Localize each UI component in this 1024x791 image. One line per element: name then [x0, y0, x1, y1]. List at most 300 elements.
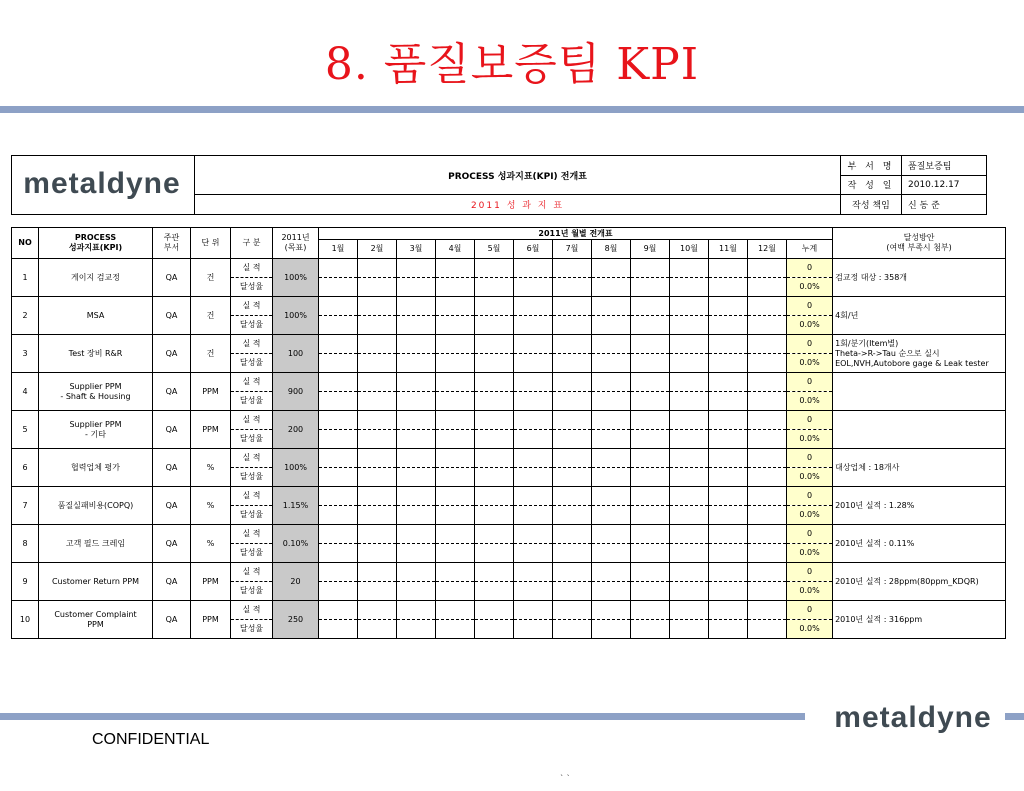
row-month-actual: [748, 563, 787, 582]
row-plan: 2010년 실적 : 316ppm: [833, 601, 1006, 639]
table-row: [12, 525, 1006, 544]
row-month-rate: [514, 506, 553, 525]
row-month-actual: [670, 487, 709, 506]
row-total-actual: 0: [787, 259, 833, 278]
row-no: 5: [12, 411, 39, 449]
row-month-rate: [475, 468, 514, 487]
row-month-actual: [514, 449, 553, 468]
row-month-rate: [553, 506, 592, 525]
footer-mark: ` `: [560, 774, 571, 783]
row-month-rate: [709, 316, 748, 335]
row-month-rate: [670, 392, 709, 411]
row-kpi-name: MSA: [39, 297, 153, 335]
row-actual-label: 실 적: [231, 373, 273, 392]
row-month-rate: [631, 582, 670, 601]
row-kpi-name: 협력업체 평가: [39, 449, 153, 487]
row-month-actual: [436, 525, 475, 544]
row-dept: QA: [153, 411, 191, 449]
row-month-rate: [358, 392, 397, 411]
title-divider: [0, 106, 1024, 113]
row-month-actual: [748, 335, 787, 354]
row-month-actual: [592, 563, 631, 582]
row-month-rate: [670, 354, 709, 373]
row-rate-label: 달성율: [231, 392, 273, 411]
row-month-rate: [319, 544, 358, 563]
row-kpi-name: Supplier PPM - Shaft & Housing: [39, 373, 153, 411]
row-kpi-name: Supplier PPM - 기타: [39, 411, 153, 449]
row-month-rate: [748, 354, 787, 373]
col-month-header: 3월: [397, 240, 436, 259]
row-actual-label: 실 적: [231, 411, 273, 430]
row-month-rate: [592, 620, 631, 639]
row-month-rate: [748, 316, 787, 335]
table-row: [12, 297, 1006, 316]
meta-key-dept: 부 서 명: [841, 156, 902, 176]
row-rate-label: 달성율: [231, 316, 273, 335]
row-month-rate: [592, 468, 631, 487]
row-month-actual: [514, 411, 553, 430]
row-total-rate: 0.0%: [787, 316, 833, 335]
row-month-actual: [475, 601, 514, 620]
row-month-actual: [319, 411, 358, 430]
row-month-actual: [631, 373, 670, 392]
row-month-rate: [709, 468, 748, 487]
process-title: PROCESS 성과지표(KPI) 전개표: [195, 156, 841, 195]
row-month-actual: [358, 449, 397, 468]
row-no: 9: [12, 563, 39, 601]
row-total-rate: 0.0%: [787, 468, 833, 487]
row-month-rate: [553, 278, 592, 297]
row-month-actual: [475, 487, 514, 506]
row-month-rate: [436, 620, 475, 639]
row-month-actual: [358, 525, 397, 544]
row-month-actual: [358, 563, 397, 582]
row-month-rate: [475, 278, 514, 297]
row-month-actual: [631, 411, 670, 430]
col-target-header: 2011년 (목표): [273, 228, 319, 259]
row-actual-label: 실 적: [231, 601, 273, 620]
row-plan: [833, 411, 1006, 449]
row-month-rate: [631, 544, 670, 563]
row-month-rate: [709, 544, 748, 563]
row-total-rate: 0.0%: [787, 582, 833, 601]
row-month-rate: [475, 354, 514, 373]
row-month-rate: [592, 278, 631, 297]
table-row: [12, 487, 1006, 506]
row-unit: PPM: [191, 563, 231, 601]
row-month-rate: [436, 354, 475, 373]
row-month-rate: [592, 392, 631, 411]
row-dept: QA: [153, 487, 191, 525]
row-month-rate: [553, 582, 592, 601]
row-month-rate: [397, 278, 436, 297]
row-plan: 대상업체 : 18개사: [833, 449, 1006, 487]
row-month-actual: [670, 259, 709, 278]
row-month-rate: [709, 430, 748, 449]
row-kpi-name: 고객 필드 크레임: [39, 525, 153, 563]
row-month-actual: [631, 259, 670, 278]
row-month-rate: [631, 316, 670, 335]
row-target: 200: [273, 411, 319, 449]
col-month-header: 9월: [631, 240, 670, 259]
metaldyne-logo-top: metaldyne: [23, 167, 181, 200]
meta-value-date: 2010.12.17: [902, 175, 987, 195]
row-total-rate: 0.0%: [787, 392, 833, 411]
row-month-actual: [436, 259, 475, 278]
col-dept-header: 주관 부서: [153, 228, 191, 259]
meta-value-dept: 품질보증팀: [902, 156, 987, 176]
row-month-rate: [436, 582, 475, 601]
row-rate-label: 달성율: [231, 430, 273, 449]
row-month-actual: [670, 563, 709, 582]
row-month-rate: [475, 392, 514, 411]
row-month-rate: [709, 620, 748, 639]
row-actual-label: 실 적: [231, 563, 273, 582]
confidential-label: CONFIDENTIAL: [92, 731, 210, 748]
row-plan: 2010년 실적 : 0.11%: [833, 525, 1006, 563]
row-month-rate: [358, 316, 397, 335]
row-dept: QA: [153, 525, 191, 563]
row-month-actual: [397, 601, 436, 620]
row-month-rate: [514, 620, 553, 639]
row-dept: QA: [153, 563, 191, 601]
row-month-actual: [709, 487, 748, 506]
row-dept: QA: [153, 601, 191, 639]
row-month-actual: [592, 601, 631, 620]
row-month-rate: [631, 620, 670, 639]
row-month-actual: [709, 525, 748, 544]
row-kpi-name: Test 장비 R&R: [39, 335, 153, 373]
row-kpi-name: Customer Return PPM: [39, 563, 153, 601]
col-unit-header: 단 위: [191, 228, 231, 259]
row-month-rate: [670, 430, 709, 449]
row-month-actual: [514, 601, 553, 620]
row-month-actual: [631, 449, 670, 468]
row-plan: 1회/분기(Item별) Theta->R->Tau 순으로 실시 EOL,NVH,Autobore gage & Leak tester: [833, 335, 1006, 373]
row-rate-label: 달성율: [231, 620, 273, 639]
row-month-actual: [592, 259, 631, 278]
row-month-rate: [319, 430, 358, 449]
row-month-rate: [514, 354, 553, 373]
row-rate-label: 달성율: [231, 468, 273, 487]
row-month-rate: [514, 430, 553, 449]
row-month-actual: [319, 449, 358, 468]
row-month-rate: [358, 468, 397, 487]
row-month-rate: [631, 430, 670, 449]
row-month-actual: [670, 411, 709, 430]
row-month-actual: [748, 487, 787, 506]
row-month-actual: [514, 297, 553, 316]
col-process-header: PROCESS 성과지표(KPI): [39, 228, 153, 259]
row-month-rate: [748, 544, 787, 563]
row-month-rate: [631, 468, 670, 487]
row-unit: 건: [191, 259, 231, 297]
row-month-actual: [709, 563, 748, 582]
row-actual-label: 실 적: [231, 449, 273, 468]
row-rate-label: 달성율: [231, 506, 273, 525]
row-month-rate: [631, 354, 670, 373]
row-month-rate: [670, 544, 709, 563]
row-month-actual: [436, 411, 475, 430]
row-month-rate: [436, 278, 475, 297]
row-month-actual: [631, 525, 670, 544]
row-total-rate: 0.0%: [787, 354, 833, 373]
row-month-rate: [475, 582, 514, 601]
row-month-actual: [319, 563, 358, 582]
row-total-rate: 0.0%: [787, 620, 833, 639]
row-unit: %: [191, 525, 231, 563]
table-row: [12, 449, 1006, 468]
row-month-actual: [670, 297, 709, 316]
row-month-rate: [670, 620, 709, 639]
row-month-rate: [553, 468, 592, 487]
row-month-actual: [358, 601, 397, 620]
row-dept: QA: [153, 297, 191, 335]
row-month-rate: [397, 354, 436, 373]
row-month-rate: [748, 582, 787, 601]
row-total-rate: 0.0%: [787, 278, 833, 297]
row-month-actual: [748, 601, 787, 620]
row-month-actual: [592, 411, 631, 430]
row-total-actual: 0: [787, 487, 833, 506]
row-month-actual: [397, 411, 436, 430]
row-unit: PPM: [191, 373, 231, 411]
row-month-rate: [553, 316, 592, 335]
row-month-actual: [709, 411, 748, 430]
row-month-actual: [592, 449, 631, 468]
row-month-actual: [514, 487, 553, 506]
row-unit: PPM: [191, 411, 231, 449]
row-month-actual: [514, 373, 553, 392]
row-no: 2: [12, 297, 39, 335]
row-month-actual: [670, 373, 709, 392]
row-month-actual: [748, 449, 787, 468]
row-total-actual: 0: [787, 411, 833, 430]
row-rate-label: 달성율: [231, 544, 273, 563]
row-month-actual: [475, 373, 514, 392]
col-month-header: 11월: [709, 240, 748, 259]
row-total-actual: 0: [787, 335, 833, 354]
row-month-actual: [553, 487, 592, 506]
row-month-rate: [475, 506, 514, 525]
row-month-actual: [397, 297, 436, 316]
row-month-actual: [397, 259, 436, 278]
row-total-actual: 0: [787, 449, 833, 468]
row-month-actual: [319, 335, 358, 354]
table-row: [12, 563, 1006, 582]
col-month-header: 6월: [514, 240, 553, 259]
row-month-actual: [553, 525, 592, 544]
row-unit: %: [191, 487, 231, 525]
row-month-actual: [319, 601, 358, 620]
row-month-rate: [670, 316, 709, 335]
row-month-rate: [514, 278, 553, 297]
row-month-rate: [553, 430, 592, 449]
row-month-actual: [631, 563, 670, 582]
col-month-header: 10월: [670, 240, 709, 259]
row-month-rate: [436, 392, 475, 411]
row-month-rate: [748, 392, 787, 411]
row-month-rate: [397, 316, 436, 335]
row-month-actual: [475, 297, 514, 316]
row-month-actual: [553, 449, 592, 468]
row-month-rate: [592, 582, 631, 601]
col-total-header: 누계: [787, 240, 833, 259]
row-month-rate: [670, 468, 709, 487]
row-month-rate: [709, 582, 748, 601]
row-target: 1.15%: [273, 487, 319, 525]
row-month-actual: [319, 487, 358, 506]
row-month-actual: [670, 449, 709, 468]
row-target: 100%: [273, 259, 319, 297]
row-month-actual: [748, 373, 787, 392]
row-month-actual: [397, 373, 436, 392]
row-month-rate: [319, 468, 358, 487]
row-target: 100: [273, 335, 319, 373]
row-month-actual: [631, 601, 670, 620]
row-dept: QA: [153, 335, 191, 373]
row-month-rate: [436, 430, 475, 449]
row-target: 20: [273, 563, 319, 601]
row-actual-label: 실 적: [231, 335, 273, 354]
row-month-actual: [709, 601, 748, 620]
row-total-actual: 0: [787, 601, 833, 620]
row-month-actual: [397, 487, 436, 506]
row-total-actual: 0: [787, 563, 833, 582]
row-month-actual: [514, 335, 553, 354]
row-no: 7: [12, 487, 39, 525]
row-month-actual: [358, 335, 397, 354]
row-month-rate: [319, 506, 358, 525]
row-month-rate: [475, 430, 514, 449]
row-month-actual: [436, 563, 475, 582]
row-month-rate: [631, 278, 670, 297]
footer-divider-left: [0, 713, 805, 720]
row-month-actual: [475, 525, 514, 544]
col-month-header: 4월: [436, 240, 475, 259]
row-month-rate: [553, 354, 592, 373]
row-actual-label: 실 적: [231, 487, 273, 506]
row-month-rate: [514, 582, 553, 601]
row-month-actual: [475, 411, 514, 430]
row-month-actual: [709, 373, 748, 392]
row-month-actual: [631, 487, 670, 506]
row-total-actual: 0: [787, 525, 833, 544]
row-month-actual: [319, 373, 358, 392]
row-month-actual: [358, 487, 397, 506]
row-month-actual: [319, 259, 358, 278]
row-unit: %: [191, 449, 231, 487]
col-category-header: 구 분: [231, 228, 273, 259]
meta-key-owner: 작성 책임: [841, 195, 902, 215]
row-plan: [833, 373, 1006, 411]
row-month-rate: [397, 544, 436, 563]
row-month-actual: [592, 525, 631, 544]
row-month-rate: [358, 430, 397, 449]
row-month-actual: [670, 335, 709, 354]
row-month-rate: [748, 620, 787, 639]
col-month-header: 12월: [748, 240, 787, 259]
row-month-actual: [358, 411, 397, 430]
row-month-actual: [553, 297, 592, 316]
row-month-actual: [436, 373, 475, 392]
row-month-actual: [631, 335, 670, 354]
row-month-rate: [358, 582, 397, 601]
row-month-actual: [319, 297, 358, 316]
row-month-actual: [748, 525, 787, 544]
row-month-rate: [358, 506, 397, 525]
row-month-rate: [436, 544, 475, 563]
row-month-actual: [553, 563, 592, 582]
row-month-rate: [514, 392, 553, 411]
row-actual-label: 실 적: [231, 259, 273, 278]
row-month-rate: [709, 278, 748, 297]
row-plan: 2010년 실적 : 1.28%: [833, 487, 1006, 525]
col-plan-header: 달성방안 (여백 부족시 첨부): [833, 228, 1006, 259]
row-month-actual: [319, 525, 358, 544]
row-month-actual: [592, 487, 631, 506]
row-month-rate: [514, 316, 553, 335]
row-month-rate: [397, 468, 436, 487]
row-month-actual: [670, 525, 709, 544]
row-month-rate: [358, 354, 397, 373]
row-month-rate: [553, 544, 592, 563]
row-month-rate: [319, 582, 358, 601]
row-month-rate: [592, 316, 631, 335]
col-no-header: NO: [12, 228, 39, 259]
row-month-actual: [553, 411, 592, 430]
row-total-actual: 0: [787, 373, 833, 392]
row-month-rate: [397, 430, 436, 449]
row-kpi-name: 게이지 검교정: [39, 259, 153, 297]
row-actual-label: 실 적: [231, 525, 273, 544]
row-month-rate: [397, 392, 436, 411]
row-month-rate: [748, 506, 787, 525]
row-month-rate: [514, 544, 553, 563]
row-unit: PPM: [191, 601, 231, 639]
row-target: 900: [273, 373, 319, 411]
row-month-rate: [748, 468, 787, 487]
row-month-actual: [514, 525, 553, 544]
row-month-actual: [475, 259, 514, 278]
row-month-actual: [748, 411, 787, 430]
row-month-actual: [631, 297, 670, 316]
row-month-rate: [475, 316, 514, 335]
row-no: 6: [12, 449, 39, 487]
row-month-actual: [709, 449, 748, 468]
row-month-rate: [358, 620, 397, 639]
row-month-rate: [709, 354, 748, 373]
row-dept: QA: [153, 373, 191, 411]
row-month-actual: [514, 563, 553, 582]
row-no: 8: [12, 525, 39, 563]
row-month-rate: [709, 392, 748, 411]
row-month-actual: [514, 259, 553, 278]
row-total-rate: 0.0%: [787, 430, 833, 449]
metaldyne-logo-bottom: metaldyne: [834, 701, 992, 734]
row-month-rate: [592, 354, 631, 373]
row-month-rate: [670, 278, 709, 297]
row-month-rate: [592, 430, 631, 449]
row-month-actual: [592, 373, 631, 392]
row-dept: QA: [153, 449, 191, 487]
row-month-rate: [475, 544, 514, 563]
col-month-header: 1월: [319, 240, 358, 259]
row-month-actual: [436, 335, 475, 354]
row-no: 10: [12, 601, 39, 639]
row-month-rate: [436, 506, 475, 525]
row-month-actual: [553, 601, 592, 620]
